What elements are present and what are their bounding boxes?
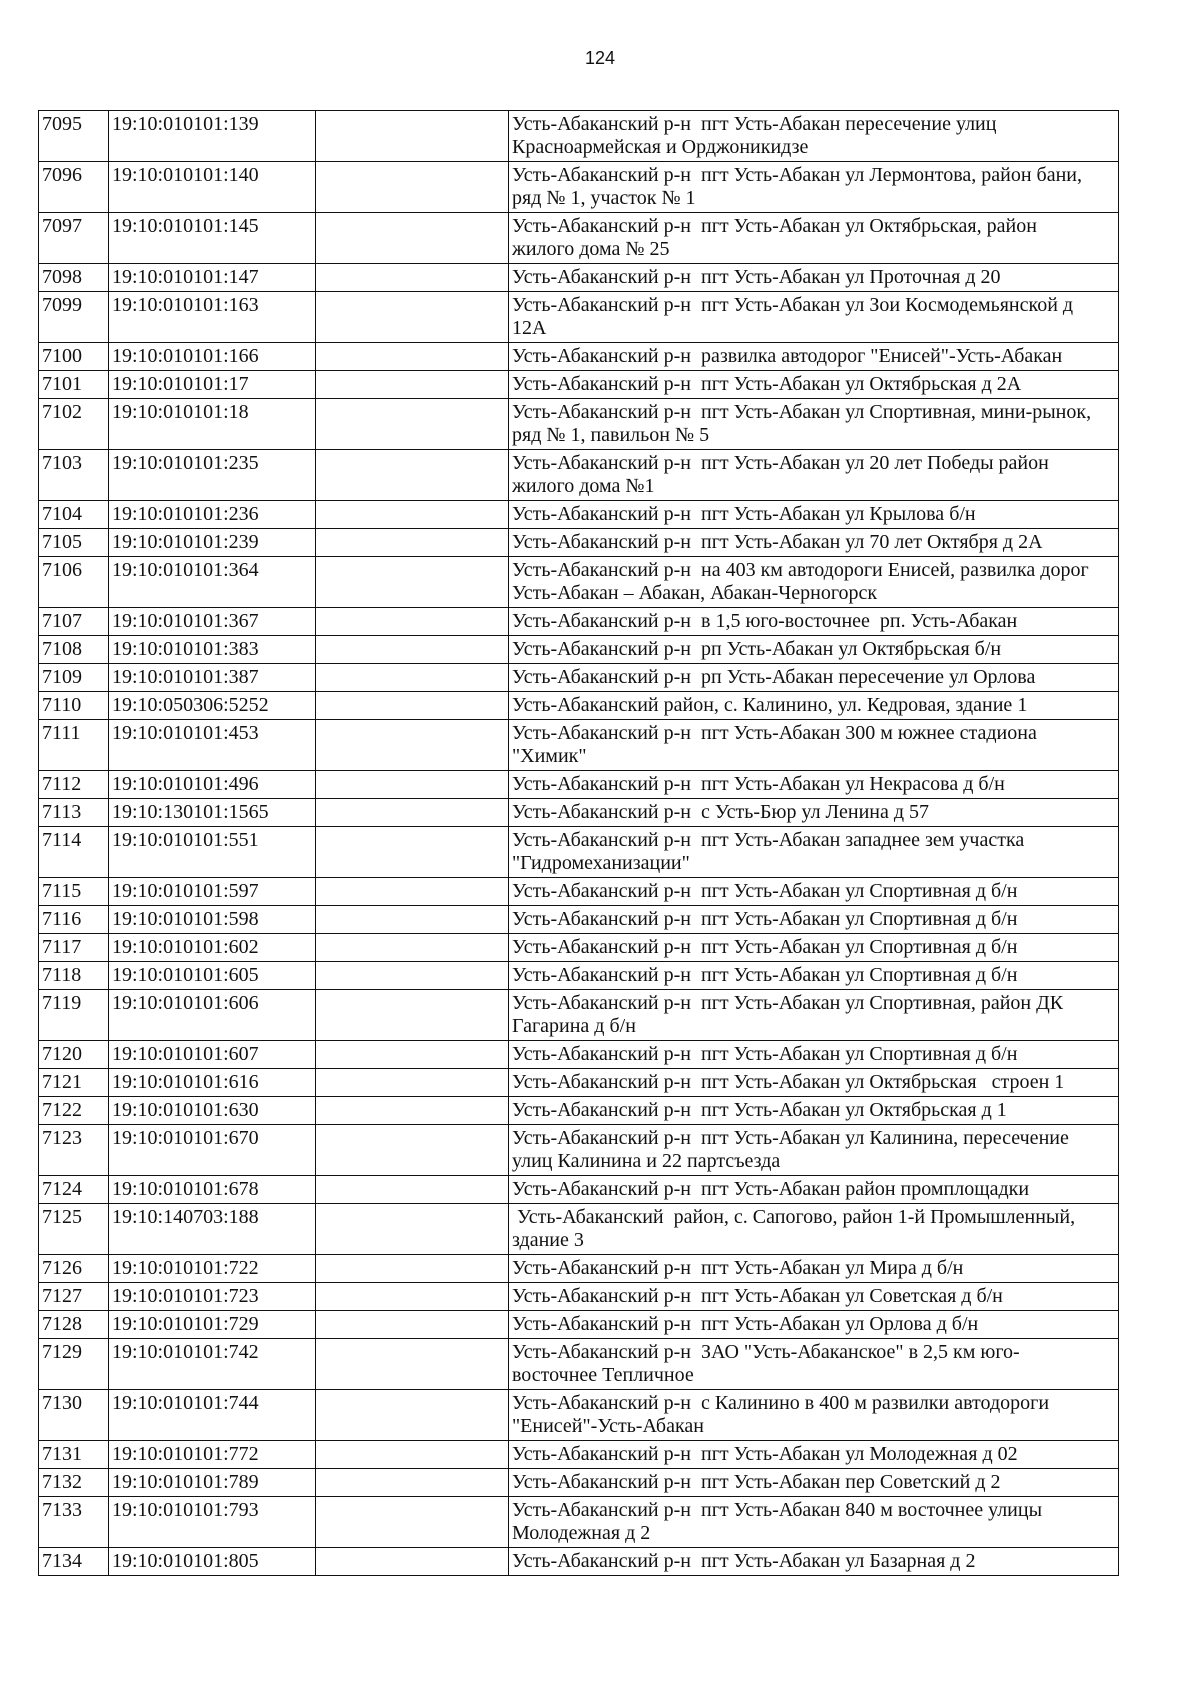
table-row xyxy=(39,771,1119,799)
empty-cell xyxy=(316,501,509,529)
address-cell xyxy=(509,111,1119,162)
cadastral-number: 19:10:140703:188 xyxy=(109,1204,316,1255)
table-row xyxy=(39,664,1119,692)
address-line: Усть-Абаканский р-н пгт Усть-Абакан 300 м южнее стадиона xyxy=(512,722,1037,744)
record-number: 7117 xyxy=(39,934,109,962)
record-number: 7113 xyxy=(39,799,109,827)
record-number: 7124 xyxy=(39,1176,109,1204)
table-row xyxy=(39,264,1119,292)
record-number: 7128 xyxy=(39,1311,109,1339)
table-row xyxy=(39,1176,1119,1204)
address-cell xyxy=(509,292,1119,343)
empty-cell xyxy=(316,399,509,450)
record-number: 7125 xyxy=(39,1204,109,1255)
address-line: Усть-Абаканский район, с. Калинино, ул. Кедровая, здание 1 xyxy=(512,694,1028,716)
address-cell xyxy=(509,720,1119,771)
cadastral-number: 19:10:010101:597 xyxy=(109,878,316,906)
address-cell xyxy=(509,557,1119,608)
registry-table-body xyxy=(39,111,1119,1576)
record-number: 7120 xyxy=(39,1041,109,1069)
table-row xyxy=(39,1125,1119,1176)
address-cell xyxy=(509,1176,1119,1204)
address-line: Усть-Абаканский р-н пгт Усть-Абакан ул Крылова б/н xyxy=(512,503,976,525)
address-cell xyxy=(509,1041,1119,1069)
table-row xyxy=(39,371,1119,399)
address-line: Усть-Абаканский р-н пгт Усть-Абакан ул Октябрьская, район xyxy=(512,215,1037,237)
address-line: Усть-Абаканский р-н пгт Усть-Абакан ул Лермонтова, район бани, xyxy=(512,164,1083,186)
table-row xyxy=(39,608,1119,636)
table-row xyxy=(39,1255,1119,1283)
record-number: 7119 xyxy=(39,990,109,1041)
address-cell xyxy=(509,371,1119,399)
table-row xyxy=(39,720,1119,771)
cadastral-number: 19:10:010101:772 xyxy=(109,1441,316,1469)
address-cell xyxy=(509,213,1119,264)
record-number: 7123 xyxy=(39,1125,109,1176)
cadastral-number: 19:10:010101:140 xyxy=(109,162,316,213)
address-cell xyxy=(509,343,1119,371)
record-number: 7107 xyxy=(39,608,109,636)
record-number: 7115 xyxy=(39,878,109,906)
address-line: здание 3 xyxy=(512,1229,584,1251)
address-line: Усть-Абаканский р-н пгт Усть-Абакан ул Октябрьская д 2А xyxy=(512,373,1022,395)
table-row xyxy=(39,529,1119,557)
cadastral-number: 19:10:010101:383 xyxy=(109,636,316,664)
empty-cell xyxy=(316,529,509,557)
cadastral-number: 19:10:010101:793 xyxy=(109,1497,316,1548)
page-number: 124 xyxy=(584,48,616,68)
cadastral-number: 19:10:010101:139 xyxy=(109,111,316,162)
address-line: Усть-Абаканский р-н пгт Усть-Абакан ул Мира д б/н xyxy=(512,1257,964,1279)
record-number: 7098 xyxy=(39,264,109,292)
cadastral-number: 19:10:010101:453 xyxy=(109,720,316,771)
table-row xyxy=(39,450,1119,501)
cadastral-number: 19:10:010101:729 xyxy=(109,1311,316,1339)
table-row xyxy=(39,213,1119,264)
address-cell xyxy=(509,1097,1119,1125)
empty-cell xyxy=(316,1255,509,1283)
table-row xyxy=(39,1469,1119,1497)
cadastral-number: 19:10:010101:605 xyxy=(109,962,316,990)
address-cell xyxy=(509,1469,1119,1497)
address-line: Усть-Абаканский р-н пгт Усть-Абакан пересечение улиц xyxy=(512,113,997,135)
record-number: 7096 xyxy=(39,162,109,213)
empty-cell xyxy=(316,827,509,878)
cadastral-number: 19:10:010101:670 xyxy=(109,1125,316,1176)
cadastral-number: 19:10:010101:163 xyxy=(109,292,316,343)
empty-cell xyxy=(316,692,509,720)
table-row xyxy=(39,1390,1119,1441)
address-cell xyxy=(509,827,1119,878)
address-cell xyxy=(509,962,1119,990)
table-row xyxy=(39,1548,1119,1576)
address-cell xyxy=(509,1390,1119,1441)
address-line: Усть-Абаканский р-н рп Усть-Абакан пересечение ул Орлова xyxy=(512,666,1036,688)
address-cell xyxy=(509,1497,1119,1548)
empty-cell xyxy=(316,990,509,1041)
address-line: Усть-Абаканский р-н в 1,5 юго-восточнее рп. Усть-Абакан xyxy=(512,610,1018,632)
empty-cell xyxy=(316,1390,509,1441)
table-row xyxy=(39,162,1119,213)
cadastral-number: 19:10:010101:18 xyxy=(109,399,316,450)
address-cell xyxy=(509,1548,1119,1576)
cadastral-number: 19:10:010101:678 xyxy=(109,1176,316,1204)
address-line: Усть-Абаканский р-н пгт Усть-Абакан ул Проточная д 20 xyxy=(512,266,1001,288)
cadastral-number: 19:10:010101:723 xyxy=(109,1283,316,1311)
table-row xyxy=(39,692,1119,720)
address-cell xyxy=(509,1255,1119,1283)
table-row xyxy=(39,906,1119,934)
empty-cell xyxy=(316,1548,509,1576)
address-line: Усть-Абаканский р-н пгт Усть-Абакан ул 20 лет Победы район xyxy=(512,452,1049,474)
table-row xyxy=(39,990,1119,1041)
record-number: 7101 xyxy=(39,371,109,399)
cadastral-number: 19:10:010101:147 xyxy=(109,264,316,292)
address-cell xyxy=(509,934,1119,962)
record-number: 7097 xyxy=(39,213,109,264)
address-line: Усть-Абаканский р-н пгт Усть-Абакан пер Советский д 2 xyxy=(512,1471,1001,1493)
address-line: жилого дома №1 xyxy=(512,475,655,497)
address-line: Молодежная д 2 xyxy=(512,1522,651,1544)
address-line: Усть-Абаканский р-н пгт Усть-Абакан западнее зем участка xyxy=(512,829,1025,851)
table-row xyxy=(39,636,1119,664)
empty-cell xyxy=(316,799,509,827)
table-row xyxy=(39,292,1119,343)
address-line: Усть-Абаканский р-н пгт Усть-Абакан ул Спортивная д б/н xyxy=(512,936,1018,958)
record-number: 7118 xyxy=(39,962,109,990)
address-line: Усть-Абаканский р-н пгт Усть-Абакан ул Октябрьская строен 1 xyxy=(512,1071,1065,1093)
address-cell xyxy=(509,529,1119,557)
empty-cell xyxy=(316,1125,509,1176)
table-row xyxy=(39,1311,1119,1339)
empty-cell xyxy=(316,664,509,692)
record-number: 7131 xyxy=(39,1441,109,1469)
cadastral-number: 19:10:010101:364 xyxy=(109,557,316,608)
record-number: 7132 xyxy=(39,1469,109,1497)
table-row xyxy=(39,799,1119,827)
address-line: Усть-Абаканский р-н пгт Усть-Абакан ул Спортивная д б/н xyxy=(512,964,1018,986)
address-line: "Химик" xyxy=(512,745,587,767)
record-number: 7116 xyxy=(39,906,109,934)
empty-cell xyxy=(316,162,509,213)
cadastral-number: 19:10:010101:630 xyxy=(109,1097,316,1125)
address-line: Усть-Абаканский р-н пгт Усть-Абакан район промплощадки xyxy=(512,1178,1030,1200)
address-line: Усть-Абаканский р-н на 403 км автодороги Енисей, развилка дорог xyxy=(512,559,1089,581)
record-number: 7105 xyxy=(39,529,109,557)
record-number: 7102 xyxy=(39,399,109,450)
cadastral-number: 19:10:130101:1565 xyxy=(109,799,316,827)
cadastral-number: 19:10:010101:166 xyxy=(109,343,316,371)
address-line: 12А xyxy=(512,317,547,339)
address-cell xyxy=(509,450,1119,501)
cadastral-number: 19:10:010101:805 xyxy=(109,1548,316,1576)
table-row xyxy=(39,501,1119,529)
table-row xyxy=(39,1339,1119,1390)
table-row xyxy=(39,557,1119,608)
table-row xyxy=(39,1097,1119,1125)
address-line: Красноармейская и Орджоникидзе xyxy=(512,136,809,158)
cadastral-number: 19:10:010101:607 xyxy=(109,1041,316,1069)
address-cell xyxy=(509,1311,1119,1339)
table-row xyxy=(39,343,1119,371)
address-cell xyxy=(509,636,1119,664)
table-row xyxy=(39,1069,1119,1097)
table-row xyxy=(39,111,1119,162)
address-line: восточнее Тепличное xyxy=(512,1364,694,1386)
address-line: ряд № 1, павильон № 5 xyxy=(512,424,710,446)
address-line: Усть-Абаканский р-н пгт Усть-Абакан ул 70 лет Октября д 2А xyxy=(512,531,1043,553)
address-line: Усть-Абаканский р-н пгт Усть-Абакан ул Спортивная д б/н xyxy=(512,908,1018,930)
address-line: Усть-Абакан – Абакан, Абакан-Черногорск xyxy=(512,582,878,604)
empty-cell xyxy=(316,1441,509,1469)
empty-cell xyxy=(316,292,509,343)
table-row xyxy=(39,399,1119,450)
address-cell xyxy=(509,1339,1119,1390)
address-line: Усть-Абаканский р-н с Усть-Бюр ул Ленина д 57 xyxy=(512,801,930,823)
cadastral-number: 19:10:010101:496 xyxy=(109,771,316,799)
address-line: Усть-Абаканский р-н пгт Усть-Абакан ул Советская д б/н xyxy=(512,1285,1003,1307)
address-cell xyxy=(509,878,1119,906)
record-number: 7106 xyxy=(39,557,109,608)
empty-cell xyxy=(316,213,509,264)
address-line: Усть-Абаканский р-н пгт Усть-Абакан 840 м восточнее улицы xyxy=(512,1499,1043,1521)
cadastral-number: 19:10:010101:789 xyxy=(109,1469,316,1497)
empty-cell xyxy=(316,371,509,399)
address-line: Усть-Абаканский р-н пгт Усть-Абакан ул Молодежная д 02 xyxy=(512,1443,1018,1465)
cadastral-number: 19:10:010101:606 xyxy=(109,990,316,1041)
address-line: Усть-Абаканский р-н развилка автодорог "Енисей"-Усть-Абакан xyxy=(512,345,1063,367)
table-row xyxy=(39,1041,1119,1069)
address-line: Усть-Абаканский р-н пгт Усть-Абакан ул Базарная д 2 xyxy=(512,1550,976,1572)
record-number: 7112 xyxy=(39,771,109,799)
address-line: Усть-Абаканский р-н с Калинино в 400 м развилки автодороги xyxy=(512,1392,1050,1414)
address-line: ряд № 1, участок № 1 xyxy=(512,187,696,209)
empty-cell xyxy=(316,906,509,934)
address-cell xyxy=(509,1441,1119,1469)
cadastral-number: 19:10:010101:239 xyxy=(109,529,316,557)
record-number: 7110 xyxy=(39,692,109,720)
table-row xyxy=(39,1204,1119,1255)
record-number: 7099 xyxy=(39,292,109,343)
cadastral-number: 19:10:010101:145 xyxy=(109,213,316,264)
empty-cell xyxy=(316,1339,509,1390)
cadastral-number: 19:10:010101:598 xyxy=(109,906,316,934)
empty-cell xyxy=(316,962,509,990)
address-cell xyxy=(509,608,1119,636)
empty-cell xyxy=(316,1176,509,1204)
empty-cell xyxy=(316,934,509,962)
cadastral-number: 19:10:010101:17 xyxy=(109,371,316,399)
address-cell xyxy=(509,692,1119,720)
empty-cell xyxy=(316,1469,509,1497)
cadastral-number: 19:10:010101:367 xyxy=(109,608,316,636)
empty-cell xyxy=(316,1041,509,1069)
address-line: Усть-Абаканский р-н пгт Усть-Абакан ул Спортивная, мини-рынок, xyxy=(512,401,1092,423)
address-cell xyxy=(509,501,1119,529)
address-line: Усть-Абаканский р-н пгт Усть-Абакан ул Зои Космодемьянской д xyxy=(512,294,1074,316)
cadastral-number: 19:10:050306:5252 xyxy=(109,692,316,720)
record-number: 7133 xyxy=(39,1497,109,1548)
empty-cell xyxy=(316,557,509,608)
address-line: Усть-Абаканский р-н ЗАО "Усть-Абаканское" в 2,5 км юго- xyxy=(512,1341,1020,1363)
address-line: Гагарина д б/н xyxy=(512,1015,636,1037)
record-number: 7121 xyxy=(39,1069,109,1097)
table-row xyxy=(39,1497,1119,1548)
address-line: Усть-Абаканский р-н рп Усть-Абакан ул Октябрьская б/н xyxy=(512,638,1002,660)
cadastral-number: 19:10:010101:616 xyxy=(109,1069,316,1097)
record-number: 7109 xyxy=(39,664,109,692)
address-cell xyxy=(509,399,1119,450)
record-number: 7103 xyxy=(39,450,109,501)
empty-cell xyxy=(316,1283,509,1311)
record-number: 7134 xyxy=(39,1548,109,1576)
table-row xyxy=(39,934,1119,962)
cadastral-number: 19:10:010101:387 xyxy=(109,664,316,692)
table-row xyxy=(39,962,1119,990)
cadastral-number: 19:10:010101:602 xyxy=(109,934,316,962)
address-line: улиц Калинина и 22 партсъезда xyxy=(512,1150,781,1172)
address-line: Усть-Абаканский р-н пгт Усть-Абакан ул Спортивная д б/н xyxy=(512,880,1018,902)
table-row xyxy=(39,1441,1119,1469)
table-row xyxy=(39,1283,1119,1311)
cadastral-number: 19:10:010101:744 xyxy=(109,1390,316,1441)
address-line: Усть-Абаканский р-н пгт Усть-Абакан ул Октябрьская д 1 xyxy=(512,1099,1007,1121)
cadastral-number: 19:10:010101:235 xyxy=(109,450,316,501)
address-cell xyxy=(509,990,1119,1041)
address-line: "Гидромеханизации" xyxy=(512,852,690,874)
table-row xyxy=(39,878,1119,906)
address-cell xyxy=(509,1283,1119,1311)
address-cell xyxy=(509,1069,1119,1097)
cadastral-number: 19:10:010101:551 xyxy=(109,827,316,878)
address-line: Усть-Абаканский р-н пгт Усть-Абакан ул Калинина, пересечение xyxy=(512,1127,1069,1149)
address-cell xyxy=(509,162,1119,213)
empty-cell xyxy=(316,608,509,636)
address-cell xyxy=(509,799,1119,827)
empty-cell xyxy=(316,1069,509,1097)
cadastral-number: 19:10:010101:742 xyxy=(109,1339,316,1390)
address-cell xyxy=(509,771,1119,799)
record-number: 7127 xyxy=(39,1283,109,1311)
record-number: 7114 xyxy=(39,827,109,878)
address-line: жилого дома № 25 xyxy=(512,238,670,260)
record-number: 7108 xyxy=(39,636,109,664)
record-number: 7130 xyxy=(39,1390,109,1441)
address-line: Усть-Абаканский р-н пгт Усть-Абакан ул Некрасова д б/н xyxy=(512,773,1005,795)
record-number: 7104 xyxy=(39,501,109,529)
empty-cell xyxy=(316,636,509,664)
empty-cell xyxy=(316,264,509,292)
address-cell xyxy=(509,1125,1119,1176)
empty-cell xyxy=(316,1097,509,1125)
record-number: 7129 xyxy=(39,1339,109,1390)
address-cell xyxy=(509,1204,1119,1255)
address-cell xyxy=(509,906,1119,934)
address-line: Усть-Абаканский район, с. Сапогово, район 1-й Промышленный, xyxy=(512,1206,1076,1228)
empty-cell xyxy=(316,1497,509,1548)
record-number: 7126 xyxy=(39,1255,109,1283)
address-line: Усть-Абаканский р-н пгт Усть-Абакан ул Орлова д б/н xyxy=(512,1313,979,1335)
address-cell xyxy=(509,664,1119,692)
empty-cell xyxy=(316,450,509,501)
empty-cell xyxy=(316,1204,509,1255)
empty-cell xyxy=(316,771,509,799)
empty-cell xyxy=(316,1311,509,1339)
address-line: "Енисей"-Усть-Абакан xyxy=(512,1415,704,1437)
cadastral-number: 19:10:010101:236 xyxy=(109,501,316,529)
empty-cell xyxy=(316,720,509,771)
cadastral-number: 19:10:010101:722 xyxy=(109,1255,316,1283)
empty-cell xyxy=(316,111,509,162)
record-number: 7111 xyxy=(39,720,109,771)
address-line: Усть-Абаканский р-н пгт Усть-Абакан ул Спортивная, район ДК xyxy=(512,992,1064,1014)
table-row xyxy=(39,827,1119,878)
record-number: 7095 xyxy=(39,111,109,162)
address-cell xyxy=(509,264,1119,292)
record-number: 7122 xyxy=(39,1097,109,1125)
registry-table xyxy=(38,110,1119,1576)
record-number: 7100 xyxy=(39,343,109,371)
empty-cell xyxy=(316,343,509,371)
address-line: Усть-Абаканский р-н пгт Усть-Абакан ул Спортивная д б/н xyxy=(512,1043,1018,1065)
empty-cell xyxy=(316,878,509,906)
